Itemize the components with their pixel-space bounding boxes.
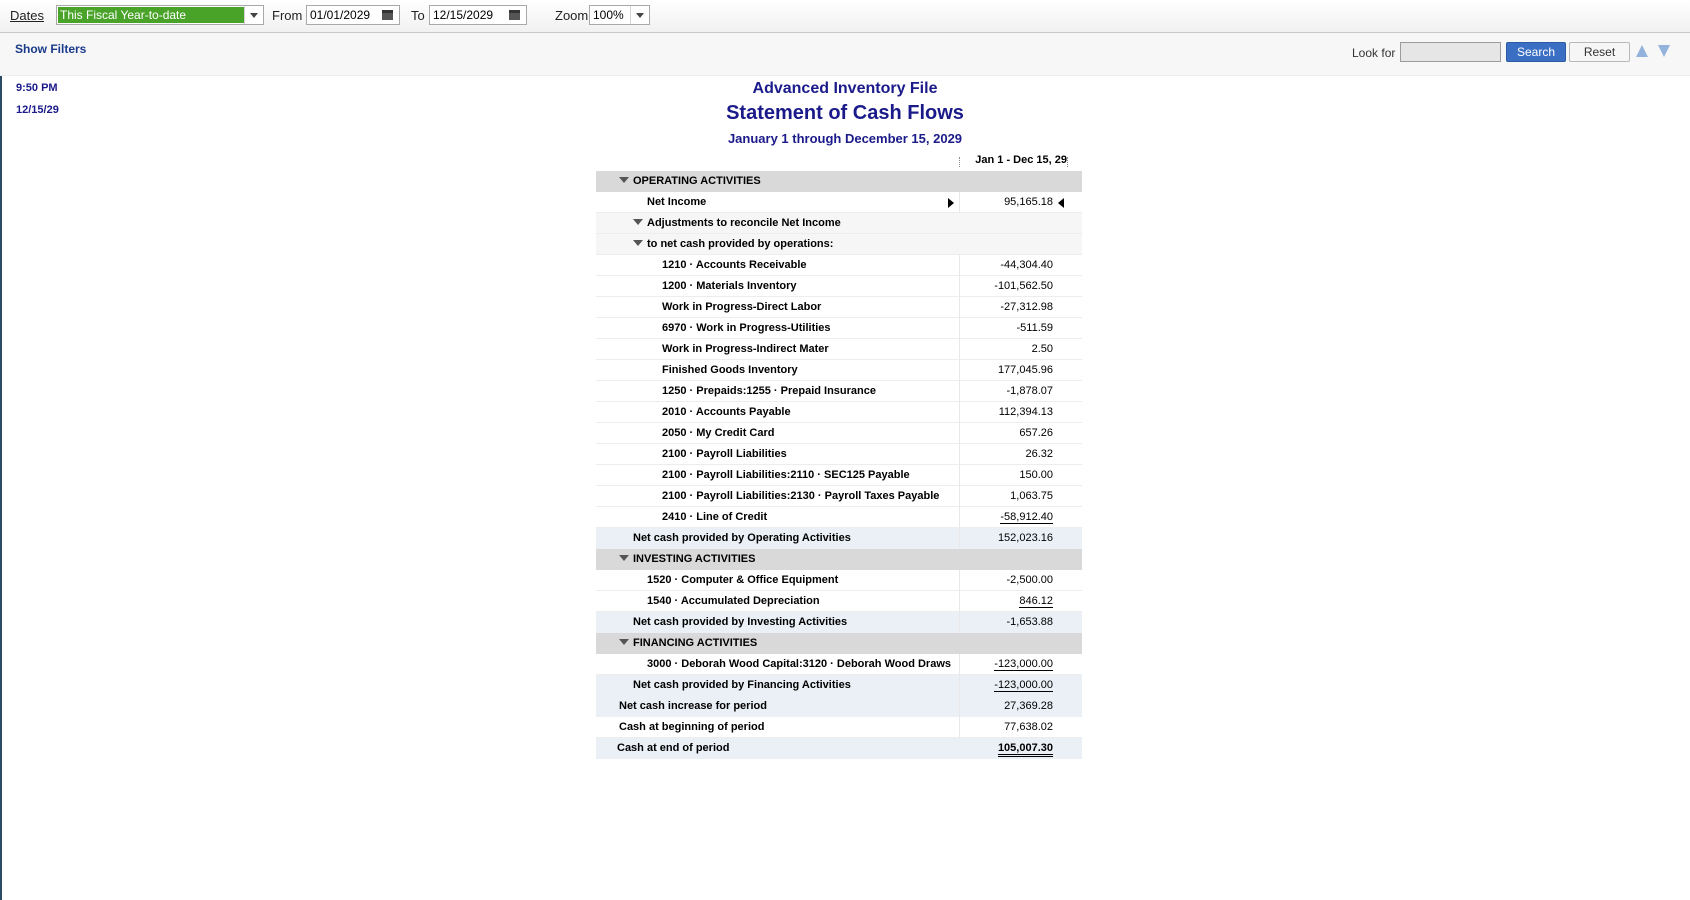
report-row[interactable] bbox=[596, 486, 1082, 507]
from-date-value: 01/01/2029 bbox=[310, 8, 371, 22]
calendar-icon[interactable] bbox=[382, 10, 393, 20]
subtotal-row[interactable] bbox=[596, 612, 1082, 633]
row-label: 2100 · Payroll Liabilities:2110 · SEC125 Payable bbox=[662, 469, 910, 481]
look-for-input[interactable] bbox=[1400, 42, 1501, 62]
row-amount: 77,638.02 bbox=[1004, 721, 1053, 733]
row-label: Finished Goods Inventory bbox=[662, 364, 798, 376]
subtotal-row[interactable] bbox=[596, 528, 1082, 549]
row-label: INVESTING ACTIVITIES bbox=[633, 553, 756, 565]
row-label: 1520 · Computer & Office Equipment bbox=[647, 574, 839, 586]
report-date: 12/15/29 bbox=[16, 104, 59, 116]
row-amount: 152,023.16 bbox=[997, 532, 1053, 544]
collapse-triangle-icon[interactable] bbox=[633, 219, 643, 225]
report-row[interactable] bbox=[596, 402, 1082, 423]
row-amount: 846.12 bbox=[1019, 595, 1053, 607]
row-label: Cash at beginning of period bbox=[619, 721, 765, 733]
row-amount: 26.32 bbox=[1025, 448, 1053, 460]
report-row[interactable] bbox=[596, 465, 1082, 486]
search-button[interactable]: Search bbox=[1506, 42, 1566, 62]
row-amount: 150.00 bbox=[1019, 469, 1053, 481]
report-row[interactable] bbox=[596, 444, 1082, 465]
report-row[interactable] bbox=[596, 255, 1082, 276]
chevron-down-icon[interactable] bbox=[630, 6, 649, 24]
report-toolbar bbox=[0, 0, 1690, 33]
report-row[interactable] bbox=[596, 423, 1082, 444]
filter-bar bbox=[0, 33, 1690, 76]
report-row[interactable] bbox=[596, 381, 1082, 402]
arrow-up-icon[interactable] bbox=[1636, 45, 1648, 57]
dates-selected-value: This Fiscal Year-to-date bbox=[58, 7, 244, 23]
report-row[interactable] bbox=[596, 570, 1082, 591]
row-label: Net cash increase for period bbox=[619, 700, 767, 712]
row-label: 2010 · Accounts Payable bbox=[662, 406, 791, 418]
section-header-row[interactable] bbox=[596, 171, 1082, 192]
window-edge bbox=[0, 0, 2, 900]
row-label: Adjustments to reconcile Net Income bbox=[647, 217, 841, 229]
group-header-row[interactable] bbox=[596, 213, 1082, 234]
row-label: 2410 · Line of Credit bbox=[662, 511, 768, 523]
column-header-label: Jan 1 - Dec 15, 29 bbox=[975, 154, 1067, 166]
row-amount: -1,878.07 bbox=[1006, 385, 1053, 397]
row-label: 1210 · Accounts Receivable bbox=[662, 259, 807, 271]
zoom-label: Zoom bbox=[555, 8, 589, 23]
report-row[interactable] bbox=[596, 339, 1082, 360]
row-label: OPERATING ACTIVITIES bbox=[633, 175, 761, 187]
report-row[interactable] bbox=[596, 297, 1082, 318]
row-amount: -2,500.00 bbox=[1006, 574, 1053, 586]
row-label: 1540 · Accumulated Depreciation bbox=[647, 595, 820, 607]
row-label: Net Income bbox=[647, 196, 707, 208]
row-amount: -101,562.50 bbox=[994, 280, 1053, 292]
collapse-triangle-icon[interactable] bbox=[619, 177, 629, 183]
report-title: Statement of Cash Flows bbox=[726, 102, 964, 124]
row-amount: 105,007.30 bbox=[998, 738, 1053, 759]
from-label: From bbox=[272, 8, 303, 23]
look-for-label: Look for bbox=[1352, 46, 1396, 60]
row-label: 2100 · Payroll Liabilities:2130 · Payroll Taxes Payable bbox=[662, 490, 940, 502]
column-header bbox=[596, 150, 1082, 171]
zoom-value: 100% bbox=[593, 8, 624, 22]
section-header-row[interactable] bbox=[596, 549, 1082, 570]
chevron-down-icon[interactable] bbox=[244, 6, 263, 24]
collapse-triangle-icon[interactable] bbox=[633, 240, 643, 246]
total-row[interactable] bbox=[596, 696, 1082, 717]
arrow-down-icon[interactable] bbox=[1658, 45, 1670, 57]
row-amount: 177,045.96 bbox=[997, 364, 1053, 376]
row-label: Cash at end of period bbox=[617, 742, 730, 754]
calendar-icon[interactable] bbox=[509, 10, 520, 20]
row-amount: -511.59 bbox=[1016, 322, 1053, 334]
dates-dropdown[interactable] bbox=[56, 5, 264, 25]
total-row[interactable] bbox=[596, 717, 1082, 738]
report-time: 9:50 PM bbox=[16, 82, 58, 94]
report-row[interactable] bbox=[596, 360, 1082, 381]
row-label: Net cash provided by Financing Activities bbox=[633, 679, 851, 691]
row-amount: 27,369.28 bbox=[1004, 700, 1053, 712]
row-label: 2050 · My Credit Card bbox=[662, 427, 775, 439]
section-header-row[interactable] bbox=[596, 633, 1082, 654]
grand-total-row[interactable] bbox=[596, 738, 1082, 759]
cash-flow-report bbox=[596, 150, 1082, 759]
report-row[interactable] bbox=[596, 507, 1082, 528]
to-label: To bbox=[411, 8, 425, 23]
company-name: Advanced Inventory File bbox=[752, 80, 938, 97]
from-date-field[interactable] bbox=[306, 5, 400, 25]
dates-label: Dates bbox=[10, 8, 44, 23]
reset-button[interactable]: Reset bbox=[1569, 42, 1630, 62]
row-amount: 112,394.13 bbox=[998, 406, 1053, 418]
row-label: 1250 · Prepaids:1255 · Prepaid Insurance bbox=[662, 385, 876, 397]
row-amount: 95,165.18 bbox=[1004, 196, 1053, 208]
row-label: 6970 · Work in Progress-Utilities bbox=[662, 322, 831, 334]
row-amount: -123,000.00 bbox=[994, 679, 1053, 691]
column-divider[interactable] bbox=[959, 157, 961, 167]
row-amount: -58,912.40 bbox=[1000, 511, 1053, 523]
report-row[interactable] bbox=[596, 654, 1082, 675]
row-amount: 657.26 bbox=[1019, 427, 1053, 439]
report-row[interactable] bbox=[596, 318, 1082, 339]
report-row[interactable] bbox=[596, 591, 1082, 612]
to-date-field[interactable] bbox=[429, 5, 527, 25]
caret-left-icon bbox=[1058, 198, 1064, 208]
show-filters-link[interactable]: Show Filters bbox=[15, 42, 87, 56]
row-label: 2100 · Payroll Liabilities bbox=[662, 448, 787, 460]
row-amount: -44,304.40 bbox=[1000, 259, 1053, 271]
subtotal-row[interactable] bbox=[596, 675, 1082, 696]
row-amount: -27,312.98 bbox=[1000, 301, 1053, 313]
row-label: 1200 · Materials Inventory bbox=[662, 280, 797, 292]
row-amount: 2.50 bbox=[1031, 343, 1053, 355]
zoom-dropdown[interactable] bbox=[589, 5, 650, 25]
row-label: 3000 · Deborah Wood Capital:3120 · Deborah Wood Draws bbox=[647, 658, 951, 670]
collapse-triangle-icon[interactable] bbox=[619, 555, 629, 561]
collapse-triangle-icon[interactable] bbox=[619, 639, 629, 645]
report-subtitle: January 1 through December 15, 2029 bbox=[727, 131, 963, 146]
row-label: to net cash provided by operations: bbox=[647, 238, 834, 250]
row-amount: -1,653.88 bbox=[1006, 616, 1053, 628]
group-header-row[interactable] bbox=[596, 234, 1082, 255]
report-row[interactable] bbox=[596, 276, 1082, 297]
report-row[interactable] bbox=[596, 192, 1082, 213]
row-label: Work in Progress-Indirect Mater bbox=[662, 343, 829, 355]
row-amount: 1,063.75 bbox=[1010, 490, 1053, 502]
row-label: Work in Progress-Direct Labor bbox=[662, 301, 822, 313]
row-amount: -123,000.00 bbox=[994, 658, 1053, 670]
row-label: Net cash provided by Operating Activities bbox=[633, 532, 851, 544]
row-label: Net cash provided by Investing Activities bbox=[633, 616, 848, 628]
column-divider[interactable] bbox=[1067, 157, 1069, 167]
caret-right-icon bbox=[948, 198, 954, 208]
to-date-value: 12/15/2029 bbox=[433, 8, 494, 22]
row-label: FINANCING ACTIVITIES bbox=[633, 637, 758, 649]
